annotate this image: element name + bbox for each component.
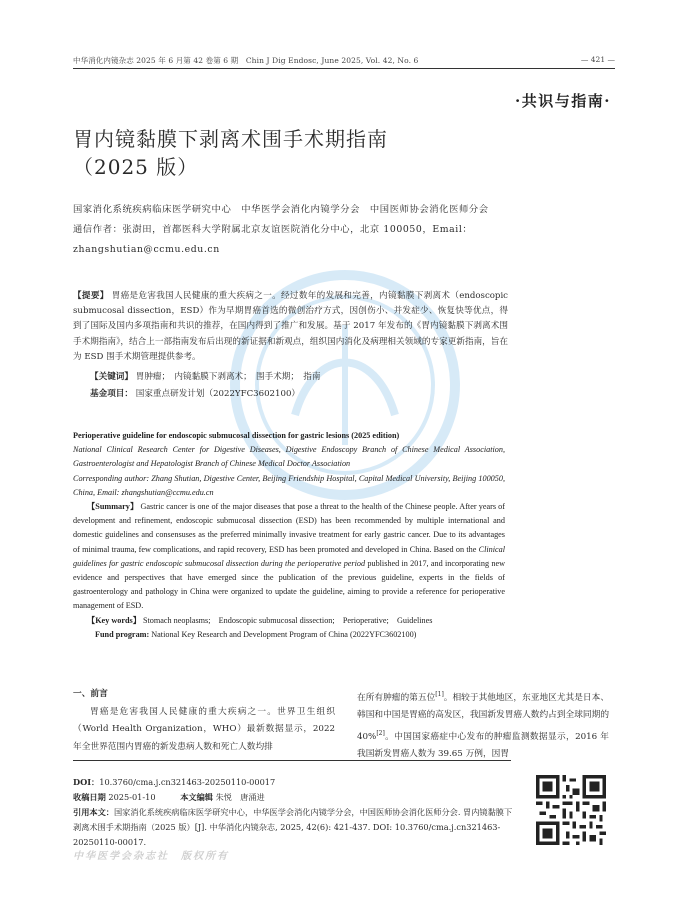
body-column-left bbox=[73, 686, 335, 756]
received-line bbox=[73, 790, 513, 805]
keywords-chinese bbox=[90, 370, 320, 382]
citation-label: 引用本文： bbox=[73, 807, 114, 817]
running-header-journal: 中华消化内镜杂志 2025 年 6 月第 42 卷第 6 期 Chin J Dig Endosc, June 2025, Vol. 42, No. 6 bbox=[73, 56, 419, 65]
english-affiliations: National Clinical Research Center for Digestive Diseases, Digestive Endoscopy Branch of Chinese Medical Association, Gastroenterologist and Hepatologist Branch of Chinese Medical Doctor Association bbox=[73, 445, 505, 469]
reference-2[interactable]: [2] bbox=[376, 729, 385, 737]
english-fund-label: Fund program: bbox=[95, 629, 150, 639]
english-fund-text: National Key Research and Development Program of China (2022YFC3602100) bbox=[151, 629, 417, 639]
footer-rule bbox=[73, 760, 511, 761]
summary-text-b: published in 2017, and incorporating new evidence and perspectives that have emerged since the publication of the previous guideline, experts in the fields of gastroenterology and pathology in China were organized to update the guideline, aiming to provide a reference for perioperative management of ESD. bbox=[73, 558, 506, 611]
body-column-right bbox=[357, 686, 609, 764]
english-keywords-text: Stomach neoplasms; Endoscopic submucosal dissection; Perioperative; Guidelines bbox=[142, 615, 433, 625]
doi-label: DOI： bbox=[73, 777, 100, 787]
publisher-brand-strip: 中华医学会杂志社 版权所有 bbox=[73, 851, 229, 862]
editor-label: 本文编辑 bbox=[180, 792, 213, 802]
received-date: 2025-01-10 bbox=[108, 792, 156, 802]
editor-names: 朱悦 唐涌进 bbox=[215, 792, 265, 802]
section-tag: ·共识与指南· bbox=[515, 92, 611, 110]
header-rule bbox=[73, 68, 615, 69]
qr-code-icon[interactable] bbox=[536, 775, 606, 845]
english-corresponding: Corresponding author: Zhang Shutian, Digestive Center, Beijing Friendship Hospital, Capital Medical University, Beijing 100050, China, Email: zhangshutian@ccmu.edu.cn bbox=[73, 473, 505, 497]
summary-label: 【Summary】 bbox=[87, 502, 139, 512]
body-paragraph-left: 胃癌是危害我国人民健康的重大疾病之一。世界卫生组织（World Health Organization，WHO）最新数据显示，2022 年全世界范围内胃癌的新发患病人数和死亡人数均排 bbox=[73, 706, 335, 752]
abstract-label: 【提要】 bbox=[73, 291, 109, 301]
fund-text: 国家重点研发计划（2022YFC3602100） bbox=[135, 389, 301, 399]
fund-label: 基金项目： bbox=[90, 389, 133, 399]
summary-text-a: Gastric cancer is one of the major diseases that pose a threat to the health of the Chinese people. After years of development and refinement, endoscopic submucosal dissection (ESD) has been recommended by multiple international and domestic guidelines and consensuses as the preferred minimally invasive treatment for early gastric cancer. Due to its advantages of minimal trauma, few complications, and rapid recovery, ESD has been promoted and developed in China. Based on the bbox=[73, 502, 505, 554]
page-number: — 421 — bbox=[580, 55, 615, 64]
english-summary bbox=[73, 500, 505, 614]
abstract-chinese bbox=[73, 289, 508, 365]
body-paragraph-right-a: 在所有肿瘤的第五位 bbox=[357, 692, 436, 703]
english-keywords-label: 【Key words】 bbox=[87, 615, 141, 625]
article-title-line2: （2025 版） bbox=[73, 155, 199, 179]
doi-value[interactable]: 10.3760/cma.j.cn321463-20250110-00017 bbox=[99, 777, 276, 787]
english-fund bbox=[73, 628, 505, 642]
doi-line bbox=[73, 775, 513, 790]
english-keywords bbox=[73, 614, 505, 628]
body-paragraph-right-b: 。相较于其他地区，东亚地区尤其是日本、韩国和中国是胃癌的高发区，我国新发胃癌人数约占到全球同期的 40% bbox=[357, 692, 610, 742]
article-title bbox=[73, 125, 388, 181]
corresponding-author: 通信作者：张澍田，首都医科大学附属北京友谊医院消化分中心，北京 100050，Email：zhangshutian@ccmu.edu.cn bbox=[73, 224, 473, 255]
author-block bbox=[73, 200, 523, 260]
article-footer bbox=[73, 775, 513, 850]
reference-1[interactable]: [1] bbox=[435, 691, 444, 698]
citation-line bbox=[73, 805, 513, 850]
fund-chinese bbox=[90, 387, 300, 399]
english-title: Perioperative guideline for endoscopic submucosal dissection for gastric lesions (2025 edition) bbox=[73, 431, 400, 440]
section-heading: 一、前言 bbox=[73, 689, 108, 699]
summary-text-italic: Clinical guidelines for gastric endoscopic submucosal dissection during the perioperative period bbox=[73, 544, 505, 568]
keywords-text: 胃肿瘤； 内镜黏膜下剥离术； 围手术期； 指南 bbox=[135, 372, 321, 382]
body-paragraph-right-c: 。中国国家癌症中心发布的肿瘤监测数据显示，2016 年我国新发胃癌人数为 39.65 万例，因胃 bbox=[357, 731, 609, 760]
author-organizations: 国家消化系统疾病临床医学研究中心 中华医学会消化内镜学分会 中国医师协会消化医师分会 bbox=[73, 204, 489, 215]
article-title-line1: 胃内镜黏膜下剥离术围手术期指南 bbox=[73, 127, 388, 151]
abstract-text: 胃癌是危害我国人民健康的重大疾病之一。经过数年的发展和完善，内镜黏膜下剥离术（endoscopic submucosal dissection，ESD）作为早期胃癌首选的微创治疗方式，因创伤小、并发症少、恢复快等优点，得到了国际及国内多项指南和共识的推荐，在国内得到了推广和发展。基于 2017 年发布的《胃内镜黏膜下剥离术围手术期指南》，结合上一部指南发布后出现的新证据和新观点，组织国内消化及病理相关领域的专家更新指南，旨在为 ESD 围手术期管理提供参考。 bbox=[73, 291, 508, 362]
keywords-label: 【关键词】 bbox=[90, 372, 133, 382]
citation-text: 国家消化系统疾病临床医学研究中心，中华医学会消化内镜学分会，中国医师协会消化医师分会. 胃内镜黏膜下剥离术围手术期指南（2025 版）[J]. 中华消化内镜杂志, 2025, 42(6): 421-437. DOI: 10.3760/cma.j.cn321463-20250110-00017. bbox=[73, 807, 513, 847]
received-label: 收稿日期 bbox=[73, 792, 106, 802]
english-abstract bbox=[73, 429, 505, 642]
